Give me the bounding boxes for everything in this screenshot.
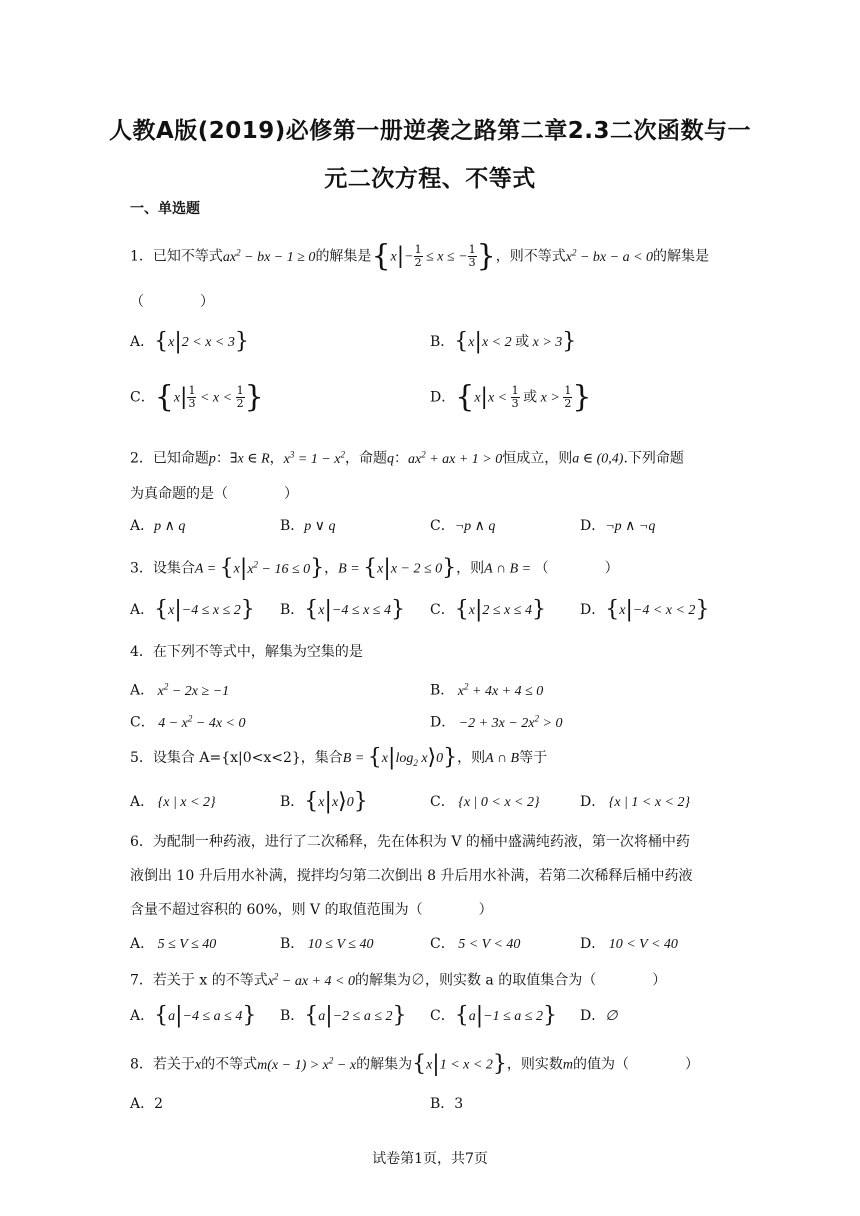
q2-option-d[interactable]: D．¬p ∧ ¬q [580,518,656,534]
q2-option-b[interactable]: B．p ∨ q [280,518,336,534]
q8-option-b[interactable]: B．3 [430,1096,464,1112]
q7-option-d[interactable]: D．∅ [580,1008,618,1024]
q4-option-b[interactable]: B． $x^2 + 4x + 4 \le 0$ [430,681,544,699]
question-4: 4．在下列不等式中，解集为空集的是 [130,644,363,660]
q6-option-d[interactable]: D． 10 < V < 40 [580,936,678,952]
question-2-line2: 为真命题的是（ ） [130,486,298,502]
q7-option-a[interactable]: A．{a|−4 ≤ a ≤ 4} [130,1003,257,1028]
q6-option-b[interactable]: B． 10 ≤ V ≤ 40 [280,936,374,952]
q4-option-d[interactable]: D． $-2 + 3x - 2x^2 > 0$ [430,713,563,731]
q5-option-d[interactable]: D． {x | 1 < x < 2} [580,794,691,810]
question-5: 5．设集合 A={x|0<x<2}，集合$B = \{x|\log_2$ x⟩0}，则A ∩ B等于 [130,745,548,770]
question-1: 1．已知不等式$ax^2$ − bx − 1 ≥ 0的解集是{x|− $\frac{1}{2}$ ≤ x ≤ − $\frac{1}{3}$ }，则不等式$x^2$ − bx − a < 0的解集是 [130,238,710,274]
page-title-line1: 人教A版(2019)必修第一册逆袭之路第二章2.3二次函数与一 [108,118,752,144]
q7-option-c[interactable]: C．{a|−1 ≤ a ≤ 2} [430,1003,557,1028]
q2-option-c[interactable]: C．¬p ∧ q [430,518,496,534]
question-6-line3: 含量不超过容积的 60%，则 V 的取值范围为（ ） [130,902,493,918]
q6-option-a[interactable]: A． 5 ≤ V ≤ 40 [130,936,217,952]
q5-option-c[interactable]: C． {x | 0 < x < 2} [430,794,540,810]
question-7: 7．若关于 x 的不等式$x^2$ − ax + 4 < 0的解集为∅，则实数 a 的取值集合为（ ） [130,971,667,989]
q1-option-d[interactable]: D．{x|x < $\frac{1}{3}$ 或 x > $\frac{1}{2}$ } [430,379,592,415]
section-heading: 一、单选题 [130,201,200,217]
question-8: 8．若关于x的不等式$m(x - 1) > x^2 - x$的解集为{x|1 < x < 2}，则实数m的值为（ ） [130,1051,699,1077]
q3-option-d[interactable]: D．{x|−4 < x < 2} [580,597,710,622]
page-title-line2: 元二次方程、不等式 [324,166,536,192]
q1-option-c[interactable]: C．{x| $\frac{1}{3}$ < x < $\frac{1}{2}$ } [130,379,264,415]
q6-option-c[interactable]: C． 5 < V < 40 [430,936,521,952]
question-1-paren: （ ） [130,294,214,310]
q3-option-c[interactable]: C．{x|2 ≤ x ≤ 4} [430,597,546,622]
question-2-line1: 2．已知命题p：∃x ∈ R，$x^3 = 1 - x^2$，命题q：$ax^2$ + ax + 1 > 0恒成立，则a ∈ (0,4).下列命题 [130,449,684,467]
q4-option-c[interactable]: C． $4 - x^2 - 4x < 0$ [130,713,246,731]
q5-option-b[interactable]: B．{x|x⟩0} [280,789,368,814]
q3-option-b[interactable]: B．{x|−4 ≤ x ≤ 4} [280,597,405,622]
q1-option-a[interactable]: A．{x|2 < x < 3} [130,329,249,354]
q3-option-a[interactable]: A．{x|−4 ≤ x ≤ 2} [130,597,255,622]
question-6-line1: 6．为配制一种药液，进行了二次稀释，先在体积为 V 的桶中盛满纯药液，第一次将桶中药 [130,834,690,850]
q4-option-a[interactable]: A． $x^2 - 2x \ge -1$ [130,681,230,699]
q1-option-b[interactable]: B．{x|x < 2 或 x > 3} [430,329,577,354]
q5-option-a[interactable]: A． {x | x < 2} [130,794,216,810]
q8-option-a[interactable]: A．2 [130,1096,164,1112]
page-footer: 试卷第1页，共7页 [372,1151,488,1167]
question-3: 3．设集合$A = \{x|x^2 - 16 \le 0\}$，B = {x|x − 2 ≤ 0}，则A ∩ B = （ ） [130,555,619,581]
q2-option-a[interactable]: A．p ∧ q [130,518,186,534]
q7-option-b[interactable]: B．{a|−2 ≤ a ≤ 2} [280,1003,407,1028]
question-6-line2: 液倒出 10 升后用水补满，搅拌均匀第二次倒出 8 升后用水补满，若第二次稀释后桶中药液 [130,868,693,884]
